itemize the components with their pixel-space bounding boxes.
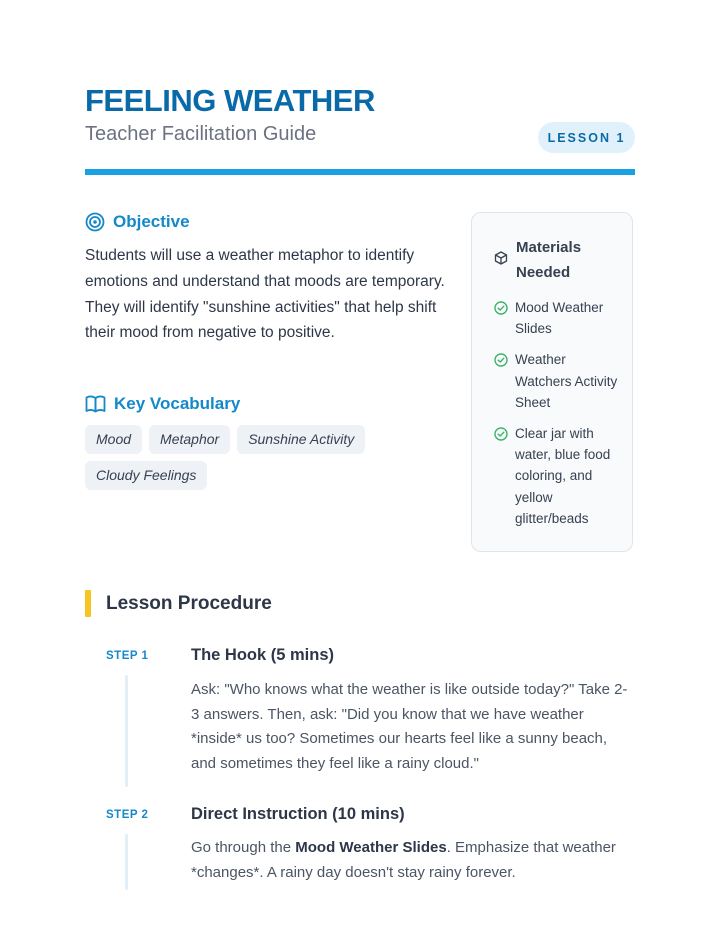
objective-heading (85, 212, 190, 232)
materials-item (494, 349, 624, 413)
step-body: Ask: "Who knows what the weather is like outside today?" Take 2-3 answers. Then, ask: "Did you know that we have weather *inside* us too? Sometimes our hearts feel like a sunny beach, and sometimes they feel like a rainy cloud." (191, 681, 628, 772)
materials-heading-label: Materials Needed (516, 239, 582, 281)
step-connector-line (125, 675, 128, 787)
check-circle-icon (494, 301, 508, 320)
materials-item-label: Clear jar with water, blue food coloring, and yellow glitter/beads (515, 426, 611, 526)
materials-list (494, 297, 624, 539)
book-open-icon (85, 395, 106, 413)
vocabulary-heading-label: Key Vocabulary (114, 394, 241, 413)
step-body-text: Go through the (191, 839, 296, 856)
header-divider (85, 169, 635, 175)
step-body (191, 836, 631, 885)
objective-text: Students will use a weather metaphor to identify emotions and understand that moods are temporary. They will identify "sunshine activities" that help shift their mood from negative to positive. (85, 247, 445, 342)
box-icon (494, 251, 508, 270)
check-circle-icon (494, 353, 508, 372)
check-circle-icon (494, 427, 508, 446)
vocab-chip: Cloudy Feelings (85, 461, 207, 490)
target-icon (85, 212, 105, 232)
vocabulary-chips (85, 425, 455, 490)
materials-card (471, 212, 633, 552)
page-title: FEELING WEATHER (85, 83, 375, 118)
materials-item (494, 423, 624, 529)
objective-heading-label: Objective (113, 212, 190, 231)
step-title: The Hook (5 mins) (191, 646, 335, 664)
vocabulary-heading (85, 394, 240, 414)
page-subtitle: Teacher Facilitation Guide (85, 123, 317, 145)
materials-item-label: Weather Watchers Activity Sheet (515, 352, 618, 410)
step-body-text: . Emphasize that weather *changes*. A rainy day doesn't stay rainy forever. (191, 839, 616, 881)
lesson-guide-page (85, 0, 635, 932)
procedure-heading: Lesson Procedure (106, 593, 272, 614)
vocab-chip: Mood (85, 425, 142, 454)
lesson-badge: LESSON 1 (538, 122, 635, 153)
step-label: STEP 1 (106, 650, 149, 662)
step-title: Direct Instruction (10 mins) (191, 805, 405, 823)
step-label: STEP 2 (106, 809, 149, 821)
materials-heading (494, 235, 614, 285)
procedure-accent-bar (85, 590, 91, 617)
step-body-emphasis: Mood Weather Slides (295, 839, 447, 856)
step-connector-line (125, 834, 128, 890)
vocab-chip: Sunshine Activity (237, 425, 365, 454)
vocab-chip: Metaphor (149, 425, 230, 454)
materials-item (494, 297, 624, 339)
materials-item-label: Mood Weather Slides (515, 300, 604, 337)
